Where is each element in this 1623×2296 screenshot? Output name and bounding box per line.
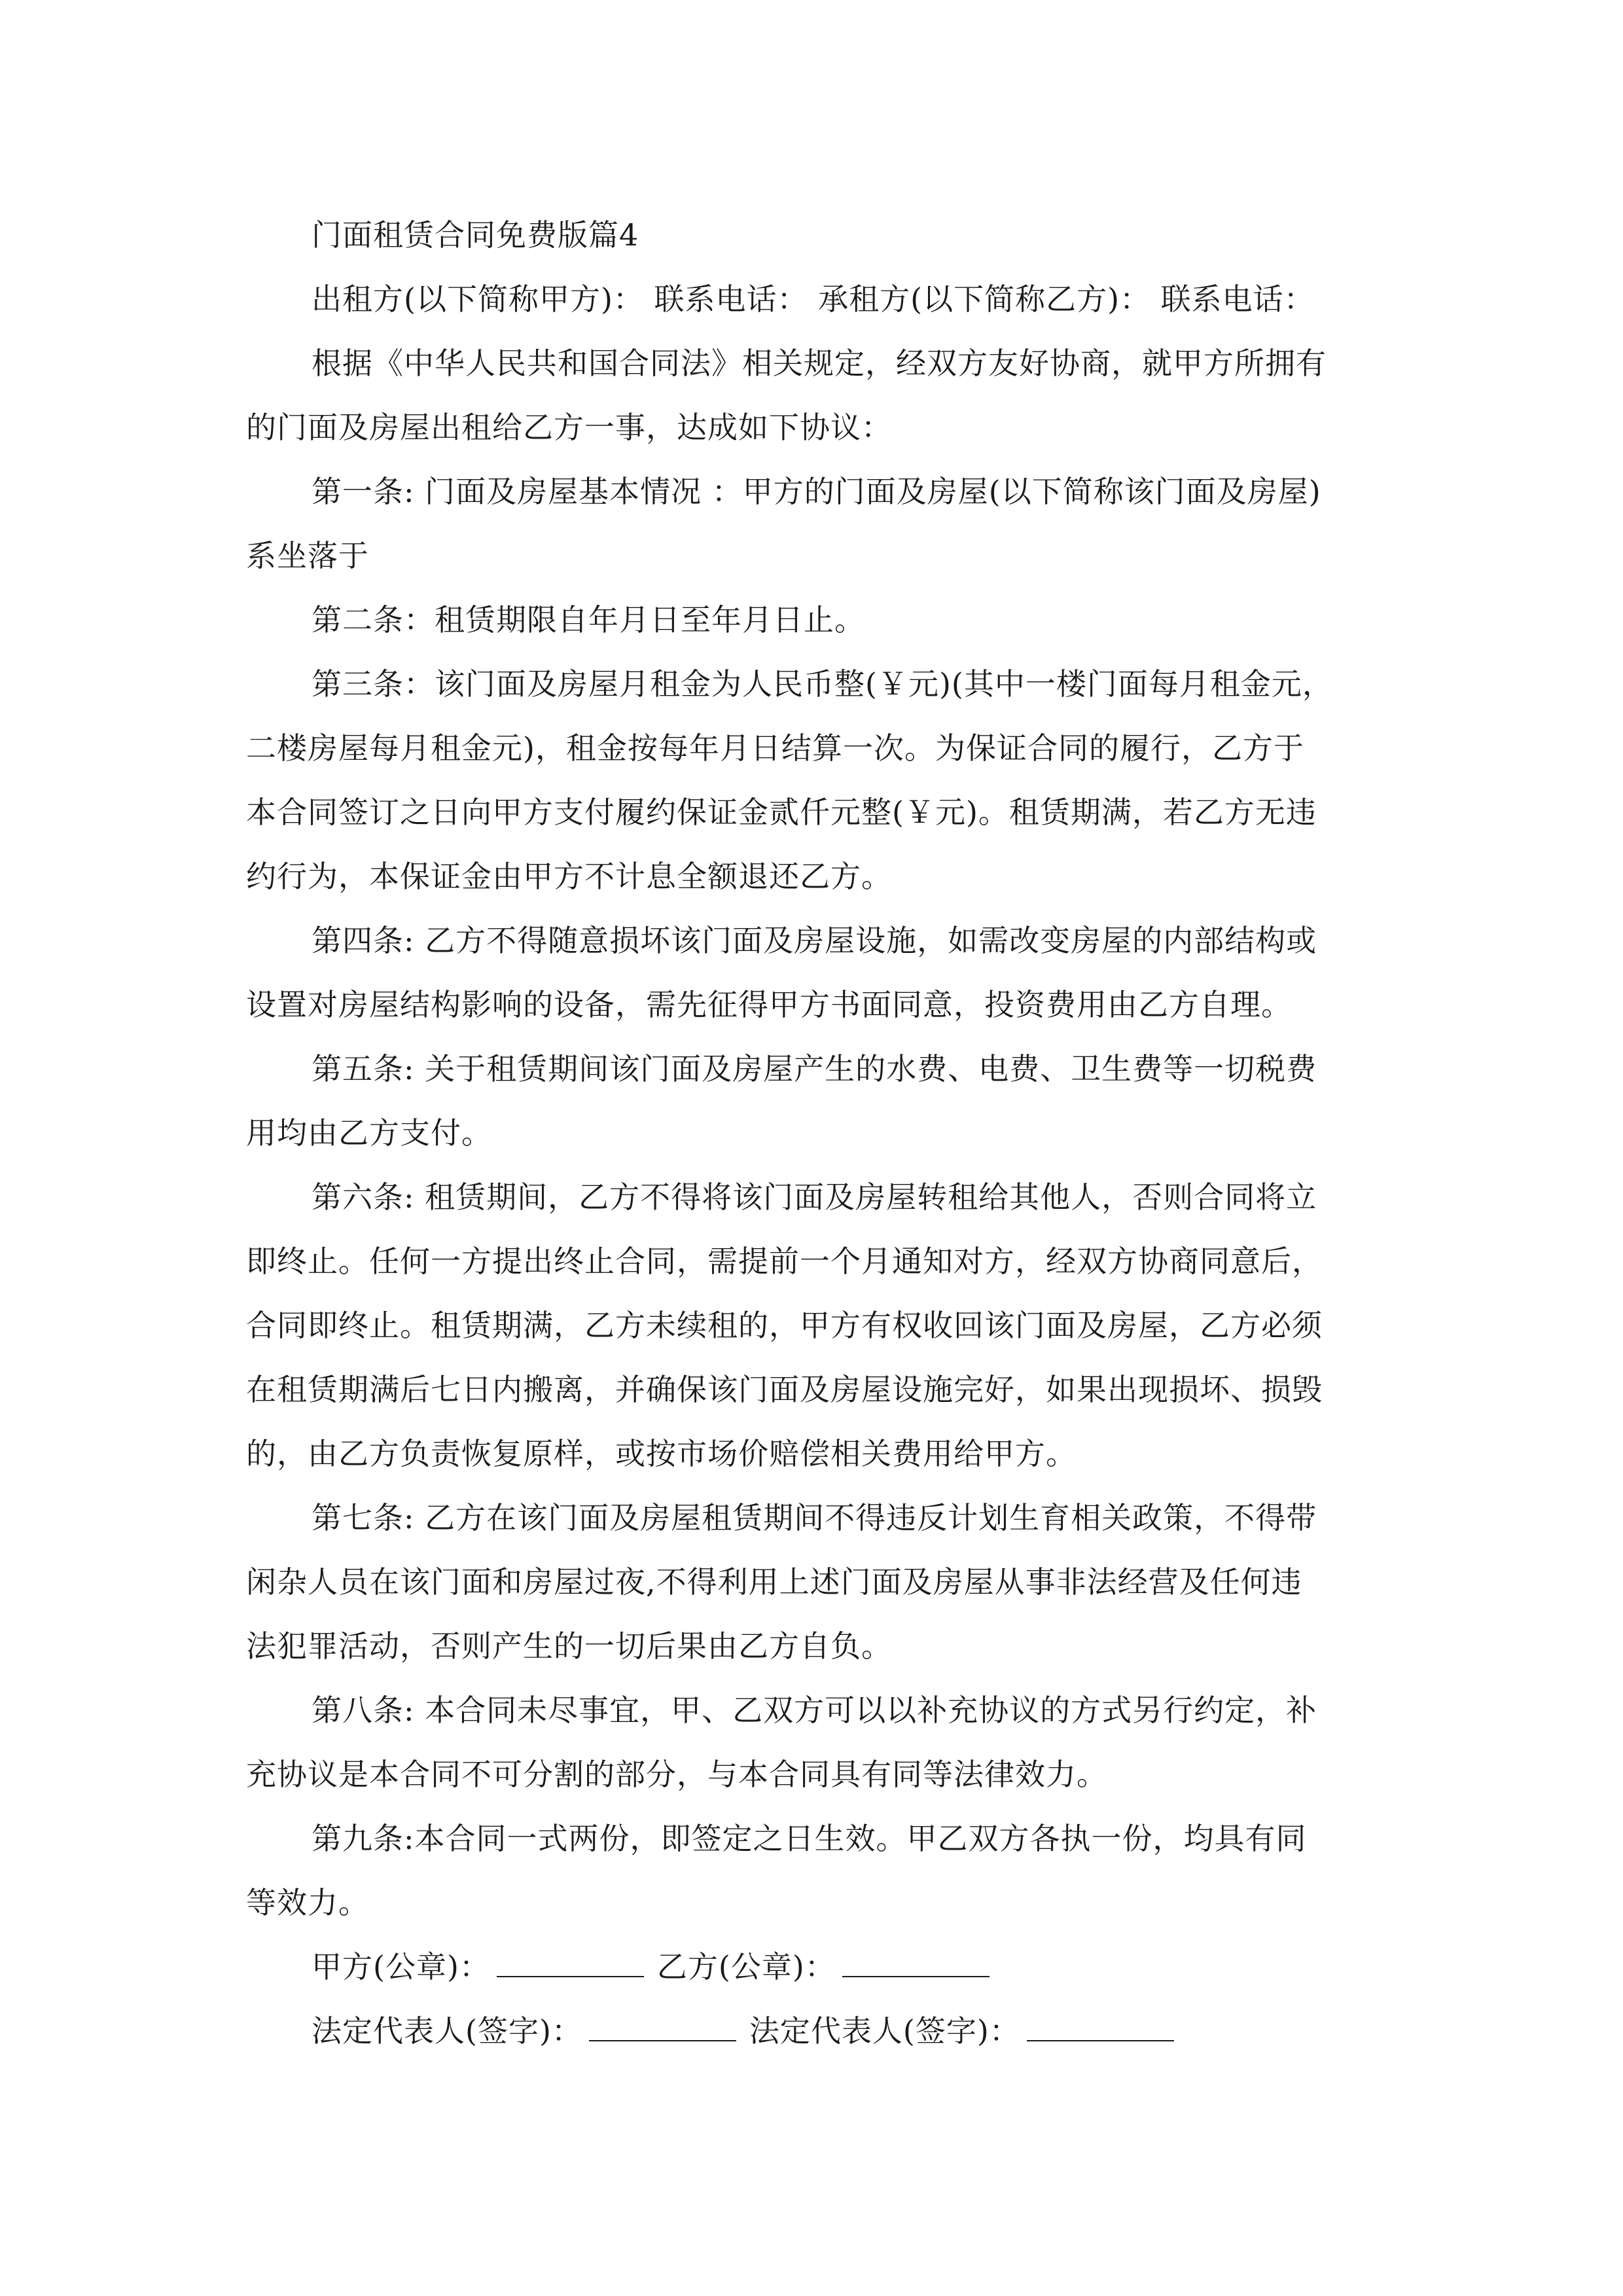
paragraph-line: 设置对房屋结构影响的设备，需先征得甲方书面同意，投资费用由乙方自理。: [246, 987, 1292, 1022]
paragraph-line: 第一条: 门面及房屋基本情况 ：甲方的门面及房屋(以下简称该门面及房屋): [312, 474, 1321, 509]
party-a-seal-blank[interactable]: [497, 1950, 644, 1977]
paragraph-line: 即终止。任何一方提出终止合同，需提前一个月通知对方，经双方协商同意后，: [246, 1244, 1323, 1279]
paragraph-line: 第三条：该门面及房屋月租金为人民币整(￥元)(其中一楼门面每月租金元，: [312, 666, 1333, 702]
paragraph-line: 法犯罪活动，否则产生的一切后果由乙方自负。: [246, 1628, 892, 1664]
paragraph-line: 系坐落于: [246, 538, 369, 573]
paragraph-line: 第二条：租赁期限自年月日至年月日止。: [312, 602, 865, 637]
rep-b-label: 法定代表人(签字)：: [749, 2013, 1020, 2049]
paragraph-line: 第九条:本合同一式两份，即签定之日生效。甲乙双方各执一份，均具有同: [312, 1821, 1307, 1856]
rep-b-signature-blank[interactable]: [1027, 2014, 1174, 2041]
document-title: 门面租赁合同免费版篇4: [312, 217, 639, 253]
paragraph-line: 约行为，本保证金由甲方不计息全额退还乙方。: [246, 859, 892, 894]
parties-line: 出租方(以下简称甲方)： 联系电话： 承租方(以下简称乙方)： 联系电话：: [312, 281, 1315, 317]
paragraph-line: 合同即终止。租赁期满，乙方未续租的，甲方有权收回该门面及房屋，乙方必须: [246, 1308, 1323, 1343]
paragraph-line: 第五条: 关于租赁期间该门面及房屋产生的水费、电费、卫生费等一切税费: [312, 1051, 1317, 1086]
paragraph-line: 第八条: 本合同未尽事宜，甲、乙双方可以以补充协议的方式另行约定，补: [312, 1693, 1317, 1728]
seal-line: [246, 1935, 1385, 1999]
rep-a-signature-blank[interactable]: [589, 2014, 736, 2041]
representative-line: [246, 1999, 1385, 2063]
paragraph-line: 本合同签订之日向甲方支付履约保证金贰仟元整(￥元)。租赁期满，若乙方无违: [246, 795, 1317, 830]
paragraph-line: 第七条: 乙方在该门面及房屋租赁期间不得违反计划生育相关政策，不得带: [312, 1500, 1317, 1535]
paragraph-line: 根据《中华人民共和国合同法》相关规定，经双方友好协商，就甲方所拥有: [312, 346, 1327, 381]
paragraph-line: 的门面及房屋出租给乙方一事，达成如下协议：: [246, 410, 892, 445]
rep-a-label: 法定代表人(签字)：: [312, 2013, 582, 2049]
paragraph-line: 第四条: 乙方不得随意损坏该门面及房屋设施，如需改变房屋的内部结构或: [312, 923, 1317, 958]
paragraph-line: 第六条: 租赁期间，乙方不得将该门面及房屋转租给其他人，否则合同将立: [312, 1179, 1317, 1215]
party-b-seal-label: 乙方(公章)：: [656, 1949, 836, 1984]
paragraph-line: 等效力。: [246, 1885, 369, 1920]
paragraph-line: 用均由乙方支付。: [246, 1115, 492, 1151]
document-body: [246, 203, 1385, 2063]
paragraph-line: 在租赁期满后七日内搬离，并确保该门面及房屋设施完好，如果出现损坏、损毁: [246, 1372, 1323, 1407]
party-b-seal-blank[interactable]: [842, 1950, 990, 1977]
paragraph-line: 充协议是本合同不可分割的部分，与本合同具有同等法律效力。: [246, 1757, 1107, 1792]
paragraph-line: 的，由乙方负责恢复原样，或按市场价赔偿相关费用给甲方。: [246, 1436, 1077, 1471]
party-a-seal-label: 甲方(公章)：: [312, 1949, 490, 1984]
paragraph-line: 闲杂人员在该门面和房屋过夜,不得利用上述门面及房屋从事非法经营及任何违: [246, 1564, 1302, 1600]
paragraph-line: 二楼房屋每月租金元)，租金按每年月日结算一次。为保证合同的履行，乙方于: [246, 730, 1304, 766]
